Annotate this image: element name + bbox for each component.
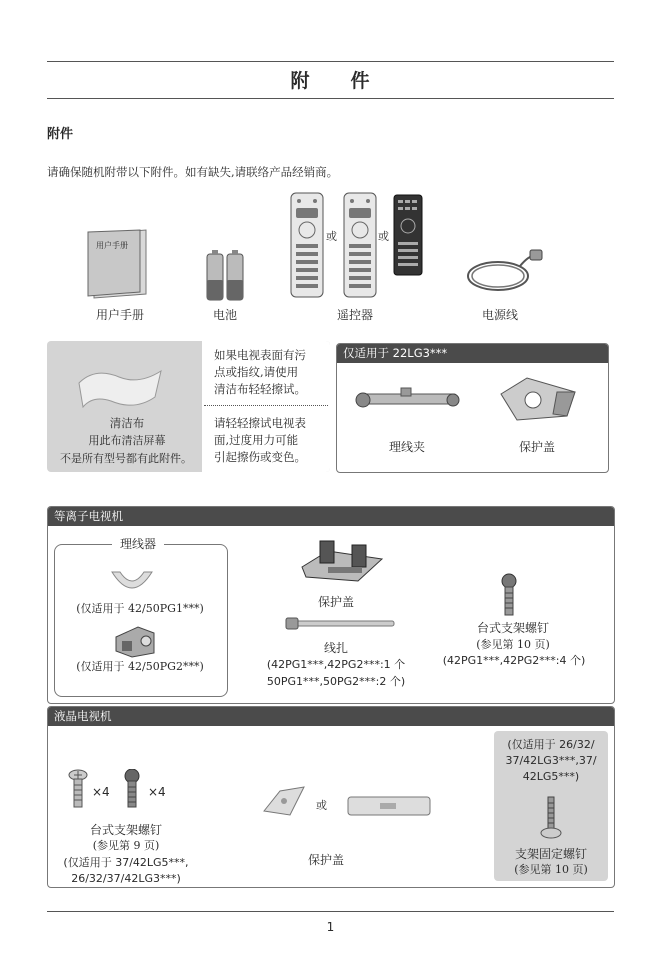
fix-screw-box xyxy=(494,731,608,881)
cable-clip-caption: 理线夹 xyxy=(388,440,425,454)
tip-divider xyxy=(204,405,328,406)
lcd-screw-ref: (参见第 9 页) xyxy=(92,839,160,852)
cable-clip-image xyxy=(353,386,463,416)
fix-screw-ref: (参见第 10 页) xyxy=(514,863,588,876)
cable-tie-note-1: (42PG1***,42PG2***:1 个 xyxy=(266,658,406,671)
lg3-panel-header: 仅适用于 22LG3*** xyxy=(337,344,608,363)
cloth-caption-1: 清洁布 xyxy=(109,416,145,430)
lcd-panel-header: 液晶电视机 xyxy=(48,707,614,726)
page-title: 附 件 xyxy=(290,70,371,92)
lcd-panel xyxy=(47,706,615,888)
tip-1-line-2: 点或指纹,请使用 xyxy=(214,365,299,379)
plasma-screw-caption: 台式支架螺钉 xyxy=(476,621,549,635)
plasma-panel xyxy=(47,506,615,704)
remote-caption: 遥控器 xyxy=(336,308,373,322)
remote-3-image xyxy=(393,194,423,276)
flat-screw-qty: ×4 xyxy=(92,785,110,799)
fix-screw-note-3: 42LG5***) xyxy=(522,770,580,783)
stand-screw-image xyxy=(498,573,520,617)
footer-rule xyxy=(47,911,614,912)
fix-screw-image xyxy=(540,795,562,841)
cleaning-tip-2 xyxy=(214,415,306,466)
plasma-screw-note: (42PG1***,42PG2***:4 个) xyxy=(442,654,586,667)
flat-screw-image xyxy=(68,769,88,809)
lcd-cover-b-image xyxy=(346,793,432,819)
lg3-cover-caption: 保护盖 xyxy=(518,440,555,454)
organizer-title: 理线器 xyxy=(112,535,164,552)
power-cord-caption: 电源线 xyxy=(481,308,518,322)
plasma-panel-header: 等离子电视机 xyxy=(48,507,614,526)
fix-screw-note-1: (仅适用于 26/32/ xyxy=(507,738,595,751)
cable-tie-image xyxy=(284,615,396,633)
organizer-pg2-caption: (仅适用于 42/50PG2***) xyxy=(76,660,204,673)
fix-screw-caption: 支架固定螺钉 xyxy=(514,847,587,861)
cleaning-tips xyxy=(202,341,330,472)
top-rule xyxy=(47,61,614,62)
section-heading: 附件 xyxy=(47,127,74,142)
manual-cover-text: 用户手册 xyxy=(96,241,128,250)
tip-1-line-1: 如果电视表面有污 xyxy=(214,348,306,362)
power-cord-image xyxy=(460,246,544,296)
remote-2-image xyxy=(343,192,377,298)
plasma-cover-image xyxy=(298,537,386,589)
lcd-screw-note-2: 26/32/37/42LG3***) xyxy=(71,872,181,885)
cleaning-tip-1 xyxy=(214,347,306,398)
tip-2-line-3: 引起擦伤或变色。 xyxy=(214,450,306,464)
intro-text: 请确保随机附带以下附件。如有缺失,请联络产品经销商。 xyxy=(47,165,339,179)
lcd-cover-a-image xyxy=(262,785,306,819)
lcd-screw-note-1: (仅适用于 37/42LG5***, xyxy=(63,856,189,869)
lcd-cover-or: 或 xyxy=(316,799,327,812)
tip-2-line-2: 面,过度用力可能 xyxy=(214,433,299,447)
battery-caption: 电池 xyxy=(212,308,237,322)
cloth-caption-2: 用此布清洁屏幕 xyxy=(88,434,166,447)
manual-caption: 用户手册 xyxy=(95,308,144,322)
remote-or-2: 或 xyxy=(378,230,389,243)
remote-or-1: 或 xyxy=(326,230,337,243)
lg3-cover-image xyxy=(497,374,579,424)
lcd-cover-caption: 保护盖 xyxy=(307,853,344,867)
lcd-screw-caption: 台式支架螺钉 xyxy=(89,823,162,837)
battery-image xyxy=(205,248,245,302)
manual-image xyxy=(86,228,148,300)
tip-2-line-1: 请轻轻擦试电视表 xyxy=(214,416,306,430)
remote-1-image xyxy=(290,192,324,298)
round-screw-qty: ×4 xyxy=(148,785,166,799)
fix-screw-note-2: 37/42LG3***,37/ xyxy=(505,754,597,767)
organizer-pg1-caption: (仅适用于 42/50PG1***) xyxy=(76,602,204,615)
round-screw-image xyxy=(122,769,142,809)
cable-tie-caption: 线扎 xyxy=(323,641,348,655)
cable-tie-note-2: 50PG1***,50PG2***:2 个) xyxy=(266,675,406,688)
plasma-cover-caption: 保护盖 xyxy=(317,595,354,609)
organizer-pg1-image xyxy=(110,570,154,594)
title-rule xyxy=(47,98,614,99)
page-number: 1 xyxy=(326,920,335,934)
plasma-screw-ref: (参见第 10 页) xyxy=(476,638,550,651)
cloth-caption-3: 不是所有型号都有此附件。 xyxy=(60,452,192,465)
lg3-only-panel xyxy=(336,343,609,473)
tip-1-line-3: 清洁布轻轻擦试。 xyxy=(214,382,306,396)
cleaning-cloth-image xyxy=(75,365,165,413)
organizer-pg2-image xyxy=(112,623,158,659)
